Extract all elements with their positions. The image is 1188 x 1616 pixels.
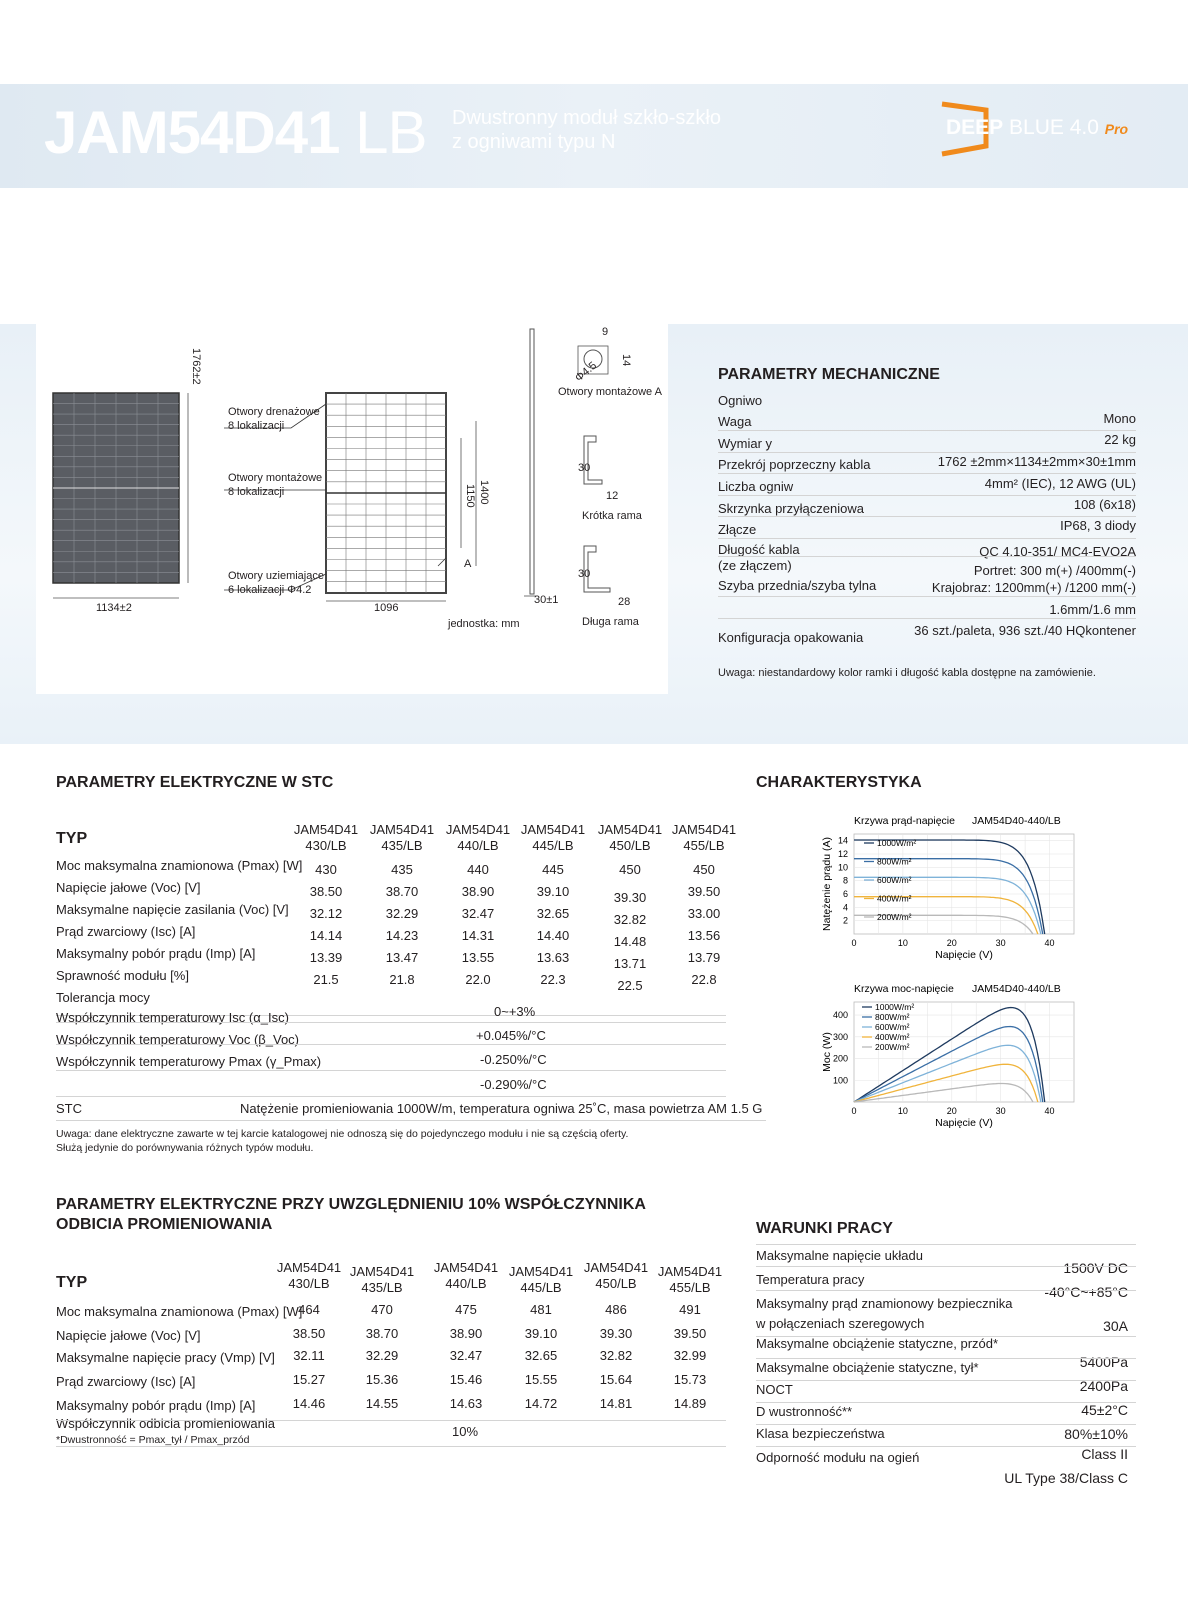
stc-cell: 38.90 — [461, 884, 495, 899]
legend-label: 200W/m² — [877, 912, 912, 922]
legend-label: 800W/m² — [877, 856, 912, 867]
drain-holes-label: Otwory drenażowe — [228, 406, 320, 418]
op-value: Class II — [1081, 1446, 1128, 1462]
stc-cell: 38.50 — [309, 884, 343, 899]
legend-label: 1000W/m² — [877, 838, 917, 848]
op-label: w połączeniach szeregowych — [756, 1316, 925, 1331]
stc-cell: 22.3 — [540, 972, 566, 987]
refl-label: Współczynnik odbicia promieniowania — [56, 1416, 275, 1431]
bifacial-title-2: ODBICIA PROMIENIOWANIA — [56, 1216, 273, 1233]
dim-height: 1762±2 — [190, 348, 202, 385]
mech-value: Krajobraz: 1200mm(+) /1200 mm(-) — [931, 580, 1136, 595]
divider — [718, 596, 1136, 597]
op-value: -40°C~+85°C — [1044, 1284, 1128, 1300]
stc-model-variant: 455/LB — [683, 838, 725, 853]
x-axis-label: Napięcie (V) — [935, 949, 993, 961]
x-tick-label: 30 — [995, 938, 1006, 948]
refl-note: *Dwustronność = Pmax_tył / Pmax_przód — [56, 1434, 250, 1446]
bif-cell: 38.90 — [449, 1326, 483, 1341]
bif-cell: 39.30 — [599, 1326, 633, 1341]
stc-cell: 13.79 — [687, 950, 721, 965]
short-frame-label: Krótka rama — [582, 510, 642, 522]
legend-label: 600W/m² — [877, 875, 912, 885]
divider — [756, 1244, 1136, 1245]
tol-value: 0~+3% — [494, 1004, 536, 1019]
divider — [756, 1290, 1136, 1291]
mech-label: (ze złączem) — [718, 558, 792, 573]
divider — [56, 1446, 726, 1447]
op-value: 45±2°C — [1081, 1402, 1128, 1418]
y-tick-label: 6 — [842, 889, 848, 899]
long-frame-label: Długa rama — [582, 616, 639, 628]
mechanical-title: PARAMETRY MECHANICZNE — [718, 366, 940, 383]
op-label: Klasa bezpieczeństwa — [756, 1426, 885, 1441]
legend-label: 800W/m² — [875, 1012, 910, 1022]
mech-label: Szyba przednia/szyba tylna — [718, 578, 877, 593]
mechanical-note: Uwaga: niestandardowy kolor ramki i długość kabla dostępne na zamówienie. — [718, 667, 1096, 679]
x-tick-label: 0 — [851, 1106, 857, 1116]
bif-model-variant: 450/LB — [595, 1276, 637, 1291]
stc-cell: 13.47 — [385, 950, 419, 965]
mech-value: 1762 ±2mm×1134±2mm×30±1mm — [937, 454, 1136, 469]
y-tick-label: 2 — [842, 915, 848, 926]
divider — [718, 538, 1136, 539]
isc-label: Współczynnik temperaturowy Isc (α_Isc) — [56, 1010, 289, 1025]
mech-label: Długość kabla — [718, 542, 800, 557]
divider — [56, 1022, 726, 1023]
divider — [756, 1380, 1136, 1381]
mech-label: Przekrój poprzeczny kabla — [718, 457, 871, 472]
stc-row-label: Maksymalne napięcie zasilania (Voc) [V] — [56, 902, 289, 917]
logo-text: DEEP BLUE 4.0 Pro — [946, 116, 1129, 139]
legend-label: 400W/m² — [875, 1032, 910, 1042]
dim-30b: 30 — [578, 568, 591, 580]
stc-cell: 13.71 — [613, 956, 647, 971]
bif-cell: 475 — [455, 1302, 477, 1317]
mech-label: Konfiguracja opakowania — [718, 630, 864, 645]
bif-model-name: JAM54D41 — [657, 1264, 723, 1279]
pmax-label: Współczynnik temperaturowy Pmax (γ_Pmax) — [56, 1054, 322, 1069]
dim-1150: 1150 — [464, 484, 476, 508]
y-axis-label: Natężenie prądu (A) — [821, 837, 833, 931]
op-label: NOCT — [756, 1382, 793, 1397]
technical-drawing — [36, 256, 668, 694]
dim-phi: Φ4.5 — [572, 359, 600, 385]
y-tick-label: 300 — [832, 1031, 848, 1042]
x-tick-label: 40 — [1044, 938, 1055, 948]
ground-holes-count: 6 lokalizacji Φ4.2 — [228, 584, 312, 596]
divider — [718, 430, 1136, 431]
x-tick-label: 30 — [995, 1106, 1006, 1116]
mount-holes-count: 8 lokalizacji — [228, 486, 285, 498]
op-label: D wustronność** — [756, 1404, 853, 1419]
stc-cell: 450 — [693, 862, 715, 877]
op-label: Maksymalne napięcie układu — [756, 1248, 923, 1263]
bif-model-variant: 455/LB — [669, 1280, 711, 1295]
stc-cell: 13.63 — [536, 950, 570, 965]
divider — [718, 473, 1136, 474]
divider — [56, 1096, 726, 1097]
charts-title: CHARAKTERYSTYKA — [756, 774, 922, 791]
stc-note-2: Służą jedynie do porównywania różnych typów modułu. — [56, 1142, 314, 1154]
divider — [756, 1266, 1136, 1267]
operating-title: WARUNKI PRACY — [756, 1220, 893, 1237]
bifacial-typ: TYP — [56, 1274, 88, 1291]
x-tick-label: 0 — [851, 938, 857, 948]
bif-cell: 38.50 — [292, 1326, 326, 1341]
divider — [756, 1336, 1136, 1337]
divider — [56, 1120, 766, 1121]
stc-row-label: Prąd zwarciowy (Isc) [A] — [56, 924, 196, 939]
divider — [56, 1044, 726, 1045]
divider — [756, 1358, 1136, 1359]
y-tick-label: 100 — [832, 1075, 848, 1086]
stc-cell: 14.31 — [461, 928, 495, 943]
bif-cell: 32.11 — [293, 1348, 325, 1363]
isc-value: +0.045%/°C — [476, 1028, 546, 1043]
y-tick-label: 12 — [837, 849, 848, 859]
tol-label: Tolerancja mocy — [56, 990, 150, 1005]
mech-label: Skrzynka przyłączeniowa — [718, 501, 864, 516]
stc-title: PARAMETRY ELEKTRYCZNE W STC — [56, 774, 334, 791]
op-label: Maksymalne obciążenie statyczne, przód* — [756, 1336, 999, 1351]
stc-cell: 13.39 — [309, 950, 343, 965]
stc-cell: 440 — [467, 862, 489, 877]
stc-cell: 32.12 — [309, 906, 343, 921]
stc-model-variant: 430/LB — [305, 838, 347, 853]
op-value: 30A — [1103, 1318, 1128, 1334]
bif-cell: 38.70 — [365, 1326, 399, 1341]
voc-label: Współczynnik temperaturowy Voc (β_Voc) — [56, 1032, 300, 1047]
stc-row-label: Maksymalny pobór prądu (Imp) [A] — [56, 946, 256, 961]
divider — [718, 556, 1136, 557]
dim-12: 12 — [606, 490, 619, 502]
stc-cell: 32.47 — [461, 906, 495, 921]
chart-title: Krzywa moc-napięcie — [854, 983, 954, 995]
op-label: Temperatura pracy — [756, 1272, 865, 1287]
bif-row-label: Maksymalny pobór prądu (Imp) [A] — [56, 1398, 256, 1413]
stc-cell: 22.8 — [691, 972, 717, 987]
bif-model-variant: 430/LB — [288, 1276, 330, 1291]
y-tick-label: 10 — [837, 862, 848, 873]
stc-typ: TYP — [56, 830, 88, 847]
divider — [56, 1420, 726, 1421]
stc-cell: 32.29 — [385, 906, 419, 921]
pmax-value: -0.290%/°C — [480, 1077, 547, 1092]
drain-holes-count: 8 lokalizacji — [228, 420, 285, 432]
stc-label: STC — [56, 1101, 82, 1116]
pv-chart — [810, 980, 1080, 1142]
divider — [718, 495, 1136, 496]
mech-value: 22 kg — [1104, 432, 1136, 447]
bif-row-label: Maksymalne napięcie pracy (Vmp) [V] — [56, 1350, 275, 1365]
stc-row-label: Sprawność modułu [%] — [56, 968, 189, 983]
legend-label: 400W/m² — [877, 893, 912, 904]
bif-cell: 14.81 — [599, 1396, 633, 1411]
stc-model-name: JAM54D41 — [520, 822, 586, 837]
bif-cell: 32.82 — [599, 1348, 633, 1363]
stc-model-variant: 435/LB — [381, 838, 423, 853]
bif-cell: 14.63 — [449, 1396, 483, 1411]
divider — [718, 516, 1136, 517]
divider — [756, 1424, 1136, 1425]
stc-cell: 33.00 — [687, 906, 721, 921]
mech-value: Mono — [1103, 411, 1136, 426]
bif-row-label: Prąd zwarciowy (Isc) [A] — [56, 1374, 196, 1389]
stc-cell: 14.14 — [309, 928, 343, 943]
bif-cell: 14.89 — [673, 1396, 707, 1411]
bif-cell: 32.29 — [365, 1348, 399, 1363]
stc-cell: 13.56 — [687, 928, 721, 943]
divider — [756, 1402, 1136, 1403]
legend-label: 1000W/m² — [875, 1002, 915, 1012]
bif-cell: 15.73 — [673, 1372, 707, 1387]
dim-30a: 30 — [578, 462, 591, 474]
mech-value: 36 szt./paleta, 936 szt./40 HQkontener — [914, 623, 1136, 638]
dim-28: 28 — [618, 596, 631, 608]
op-value: 80%±10% — [1064, 1426, 1128, 1442]
bif-model-name: JAM54D41 — [583, 1260, 649, 1275]
mech-label: Liczba ogniw — [718, 479, 794, 494]
panel-front-view — [53, 393, 179, 583]
mech-value: 4mm² (IEC), 12 AWG (UL) — [984, 476, 1136, 491]
bif-model-name: JAM54D41 — [349, 1264, 415, 1279]
model-title: JAM54D41 LB — [44, 99, 427, 166]
chart-model: JAM54D40-440/LB — [972, 815, 1061, 827]
x-tick-label: 10 — [897, 1106, 908, 1116]
mech-value: 1.6mm/1.6 mm — [1049, 602, 1136, 617]
mech-value: 108 (6x18) — [1073, 497, 1136, 512]
model-subtitle: Dwustronny moduł szkło-szkło z ogniwami typu N — [452, 107, 721, 153]
stc-cell: 14.23 — [385, 928, 419, 943]
bif-cell: 32.65 — [524, 1348, 558, 1363]
op-label: Odporność modułu na ogień — [756, 1450, 920, 1465]
y-tick-label: 200 — [832, 1053, 848, 1064]
stc-cell: 14.40 — [536, 928, 570, 943]
stc-cell: 39.30 — [613, 890, 647, 905]
mech-label: Waga — [718, 414, 752, 429]
legend-label: 200W/m² — [875, 1042, 910, 1052]
dim-30pm1: 30±1 — [534, 594, 559, 606]
bif-cell: 491 — [679, 1302, 701, 1317]
mech-label: Złącze — [718, 522, 757, 537]
bif-cell: 15.64 — [599, 1372, 633, 1387]
stc-value: Natężenie promieniowania 1000W/m, temperatura ogniwa 25˚C, masa powietrza AM 1.5 G — [240, 1101, 763, 1116]
stc-cell: 14.48 — [613, 934, 647, 949]
mount-holes-label: Otwory montażowe — [228, 472, 323, 484]
op-value: 1500V DC — [1063, 1260, 1128, 1276]
stc-note-1: Uwaga: dane elektryczne zawarte w tej karcie katalogowej nie odnoszą się do pojedynczego modułu i nie są częścią oferty. — [56, 1128, 629, 1140]
bif-cell: 486 — [605, 1302, 627, 1317]
bif-model-variant: 445/LB — [520, 1280, 562, 1295]
dim-1096: 1096 — [374, 602, 399, 614]
x-tick-label: 10 — [897, 938, 908, 948]
divider — [718, 452, 1136, 453]
mech-label: Ogniwo — [718, 393, 763, 408]
stc-model-name: JAM54D41 — [293, 822, 359, 837]
legend-label: 600W/m² — [875, 1022, 910, 1032]
bif-model-variant: 440/LB — [445, 1276, 487, 1291]
bif-cell: 470 — [371, 1302, 393, 1317]
chart-model: JAM54D40-440/LB — [972, 983, 1061, 995]
stc-cell: 38.70 — [385, 884, 419, 899]
bif-model-name: JAM54D41 — [508, 1264, 574, 1279]
bif-cell: 15.27 — [292, 1372, 326, 1387]
mech-value: QC 4.10-351/ MC4-EVO2A — [979, 544, 1136, 559]
bif-cell: 14.72 — [524, 1396, 558, 1411]
ground-holes-label: Otwory uziemiające — [228, 570, 324, 582]
stc-model-variant: 440/LB — [457, 838, 499, 853]
bif-model-name: JAM54D41 — [433, 1260, 499, 1275]
stc-cell: 21.8 — [389, 972, 415, 987]
dim-14: 14 — [620, 354, 632, 367]
stc-cell: 39.50 — [687, 884, 721, 899]
bif-cell: 39.10 — [524, 1326, 558, 1341]
op-label: Maksymalne obciążenie statyczne, tył* — [756, 1360, 979, 1375]
stc-model-name: JAM54D41 — [369, 822, 435, 837]
stc-cell: 21.5 — [313, 972, 339, 987]
stc-model-name: JAM54D41 — [445, 822, 511, 837]
dim-1400: 1400 — [478, 480, 490, 505]
unit-label: jednostka: mm — [448, 618, 520, 630]
stc-model-name: JAM54D41 — [597, 822, 663, 837]
mech-value: IP68, 3 diody — [1060, 518, 1136, 533]
divider — [718, 618, 1136, 619]
stc-cell: 435 — [391, 862, 413, 877]
stc-cell: 445 — [542, 862, 564, 877]
label-a: A — [464, 558, 472, 570]
stc-cell: 32.65 — [536, 906, 570, 921]
bif-row-label: Moc maksymalna znamionowa (Pmax) [W] — [56, 1304, 303, 1319]
bif-cell: 32.47 — [449, 1348, 483, 1363]
dim-width: 1134±2 — [96, 602, 132, 614]
stc-cell: 32.82 — [613, 912, 647, 927]
iv-chart — [810, 812, 1080, 972]
stc-cell: 22.0 — [465, 972, 491, 987]
x-tick-label: 20 — [946, 1106, 957, 1116]
bifacial-title-1: PARAMETRY ELEKTRYCZNE PRZY UWZGLĘDNIENIU 10% WSPÓŁCZYNNIKA — [56, 1196, 646, 1213]
bif-model-name: JAM54D41 — [276, 1260, 342, 1275]
op-value: UL Type 38/Class C — [1004, 1470, 1128, 1486]
stc-row-label: Moc maksymalna znamionowa (Pmax) [W] — [56, 858, 303, 873]
stc-model-variant: 445/LB — [532, 838, 574, 853]
bif-cell: 15.36 — [365, 1372, 399, 1387]
x-tick-label: 40 — [1044, 1106, 1055, 1116]
stc-cell: 430 — [315, 862, 337, 877]
voc-value: -0.250%/°C — [480, 1052, 547, 1067]
bif-cell: 464 — [298, 1302, 320, 1317]
mount-a-label: Otwory montażowe A — [558, 386, 662, 398]
op-label: Maksymalny prąd znamionowy bezpiecznika — [756, 1296, 1013, 1311]
bif-cell: 32.99 — [673, 1348, 707, 1363]
stc-cell: 13.55 — [461, 950, 495, 965]
op-value: 5400Pa — [1079, 1354, 1128, 1370]
x-tick-label: 20 — [946, 938, 957, 948]
bif-cell: 15.55 — [524, 1372, 558, 1387]
stc-model-name: JAM54D41 — [671, 822, 737, 837]
divider — [56, 1070, 726, 1071]
stc-model-variant: 450/LB — [609, 838, 651, 853]
mech-value: Portret: 300 m(+) /400mm(-) — [973, 563, 1136, 578]
stc-row-label: Napięcie jałowe (Voc) [V] — [56, 880, 201, 895]
stc-cell: 22.5 — [617, 978, 643, 993]
bif-cell: 14.55 — [365, 1396, 399, 1411]
chart-title: Krzywa prąd-napięcie — [854, 815, 955, 827]
stc-cell: 450 — [619, 862, 641, 877]
bif-cell: 14.46 — [292, 1396, 326, 1411]
bif-model-variant: 435/LB — [361, 1280, 403, 1295]
bif-cell: 481 — [530, 1302, 552, 1317]
stc-cell: 39.10 — [536, 884, 570, 899]
y-tick-label: 4 — [842, 902, 848, 913]
y-axis-label: Moc (W) — [821, 1032, 833, 1072]
op-value: 2400Pa — [1079, 1378, 1128, 1394]
bif-cell: 15.46 — [449, 1372, 483, 1387]
refl-value: 10% — [452, 1424, 479, 1439]
divider — [756, 1446, 1136, 1447]
bif-cell: 39.50 — [673, 1326, 707, 1341]
dim-9: 9 — [602, 326, 609, 338]
y-tick-label: 400 — [832, 1010, 848, 1021]
panel-back-view — [326, 393, 446, 593]
mech-label: Wymiar y — [718, 436, 773, 451]
y-tick-label: 8 — [842, 875, 848, 886]
y-tick-label: 14 — [837, 835, 848, 846]
bif-row-label: Napięcie jałowe (Voc) [V] — [56, 1328, 201, 1343]
x-axis-label: Napięcie (V) — [935, 1117, 993, 1129]
